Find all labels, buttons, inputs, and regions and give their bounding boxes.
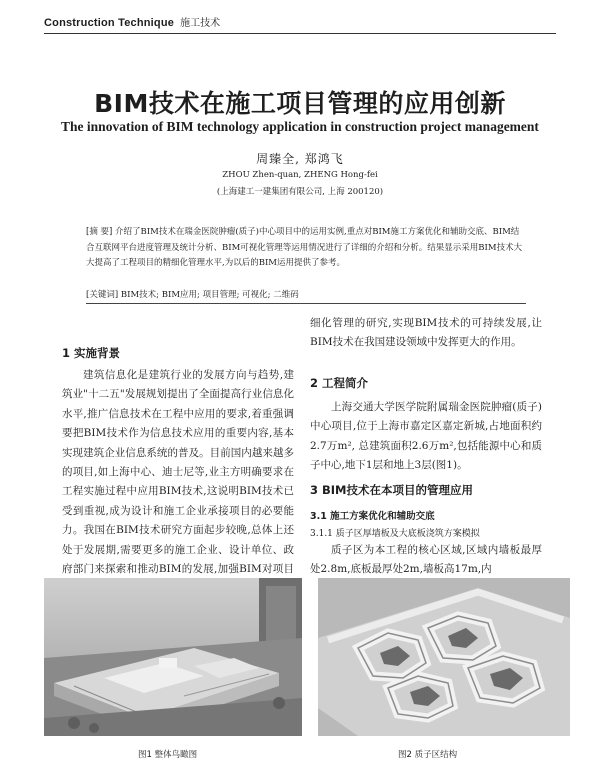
abstract: [86, 225, 526, 272]
section-1-continued: 细化管理的研究,实现BIM技术的可持续发展,让BIM技术在我国建设领域中发挥更大的作用。: [310, 317, 542, 349]
figure-1-caption: 图1 整体鸟瞰图: [138, 750, 198, 760]
section-1-heading: 1 实施背景: [62, 346, 121, 360]
figure-1-aerial-view: [44, 578, 302, 736]
section-2-heading: 2 工程简介: [310, 376, 369, 390]
paper-title: BIM技术在施工项目管理的应用创新: [94, 89, 506, 118]
section-3-heading: 3 BIM技术在本项目的管理应用: [310, 483, 473, 497]
figure-2-structure-model: [318, 578, 570, 736]
authors-en: ZHOU Zhen-quan, ZHENG Hong-fei: [222, 170, 378, 180]
paper-subtitle-en: The innovation of BIM technology application in construction project management: [61, 119, 539, 134]
keywords-label: [关键词]: [86, 290, 119, 300]
figure-2-caption: 图2 质子区结构: [398, 750, 458, 760]
journal-name-en: Construction Technique: [44, 17, 175, 29]
authors: 周臻全, 郑鸿飞: [256, 152, 344, 166]
header-rule: [44, 33, 556, 34]
section-3-1-heading: 3.1 施工方案优化和辅助交底: [310, 511, 435, 522]
keywords: [86, 288, 526, 302]
section-1-body: 建筑信息化是建筑行业的发展方向与趋势,建筑业"十二五"发展规划提出了全面提高行业信息化水平,推广信息技术在工程中应用的要求,着重强调要把BIM技术作为信息技术应用的重要内容,基本实现建筑企业信息系统的普及。目前国内越来越多的项目,如上海中心、迪士尼等,业主方明确要求在工程实施过程中应用BIM技术,这说明BIM技术已受到重视,成为设计和施工企业承接项目的必要能力。我国在BIM技术研究方面起步较晚,总体上还处于发展期,需要更多的施工企业、设计单位、政府部门来探索和推动BIM的发展,加强BIM对项目: [62, 369, 294, 576]
running-header: [44, 14, 220, 29]
section-2-body: 上海交通大学医学院附属瑞金医院肿瘤(质子)中心项目,位于上海市嘉定区嘉定新城,占地面积约2.7万m², 总建筑面积2.6万m²,包括能源中心和质子中心,地下1层和地上3层(图1)。: [310, 401, 542, 472]
keywords-text: BIM技术; BIM应用; 项目管理; 可视化; 二维码: [120, 290, 299, 300]
abstract-text: 介绍了BIM技术在瑞金医院肿瘤(质子)中心项目中的运用实例,重点对BIM施工方案优化和辅助交底、BIM结合互联网平台进度管理及统计分析、BIM可视化管理等运用情况进行了详细的介绍和分析。结果显示采用BIM技术大大提高了工程项目的精细化管理水平,为以后的BIM运用提供了参考。: [86, 227, 523, 268]
section-3-1-1-heading: 3.1.1 质子区厚墙板及大底板浇筑方案模拟: [310, 529, 480, 539]
section-3-1-1-body: 质子区为本工程的核心区域,区域内墙板最厚处2.8m,底板最厚处2m,墙板高17m,内: [310, 544, 542, 576]
abstract-label: [摘 要]: [86, 227, 113, 237]
affiliation: (上海建工一建集团有限公司, 上海 200120): [216, 187, 384, 197]
abstract-bottom-rule: [86, 303, 526, 304]
journal-name-cn: 施工技术: [180, 18, 221, 29]
